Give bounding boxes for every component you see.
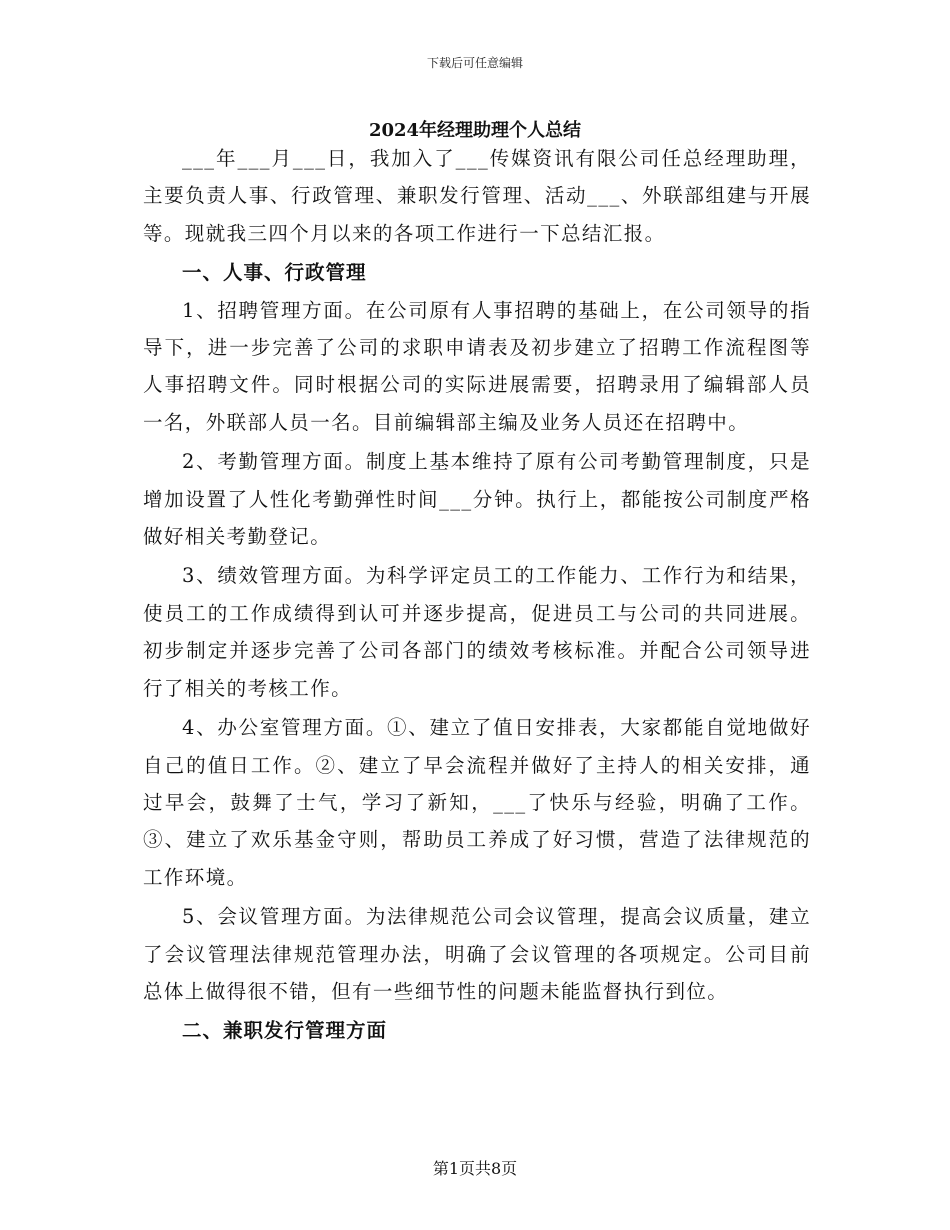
section-heading-hr-admin: 一、人事、行政管理: [182, 261, 367, 285]
document-body: [143, 140, 811, 1050]
page-header-note: 下载后可任意编辑: [426, 56, 523, 70]
paragraph-attendance: 2、考勤管理方面。制度上基本维持了原有公司考勤管理制度，只是增加设置了人性化考勤弹性时间___分钟。执行上，都能按公司制度严格做好相关考勤登记。: [143, 450, 811, 549]
page-footer: 第1页共8页: [432, 1159, 518, 1178]
document-title: 2024年经理助理个人总结: [368, 120, 582, 141]
paragraph-office: 4、办公室管理方面。①、建立了值日安排表，大家都能自觉地做好自己的值日工作。②、建立了早会流程并做好了主持人的相关安排，通过早会，鼓舞了士气，学习了新知，___了快乐与经验，明确了工作。③、建立了欢乐基金守则，帮助员工养成了好习惯，营造了法律规范的工作环境。: [143, 716, 811, 889]
intro-paragraph: ___年___月___日，我加入了___传媒资讯有限公司任总经理助理，主要负责人事、行政管理、兼职发行管理、活动___、外联部组建与开展等。现就我三四个月以来的各项工作进行一下总结汇报。: [143, 147, 811, 245]
paragraph-performance: 3、绩效管理方面。为科学评定员工的工作能力、工作行为和结果，使员工的工作成绩得到认可并逐步提高，促进员工与公司的共同进展。初步制定并逐步完善了公司各部门的绩效考核标准。并配合公司领导进行了相关的考核工作。: [143, 564, 811, 700]
paragraph-recruitment: 1、招聘管理方面。在公司原有人事招聘的基础上，在公司领导的指导下，进一步完善了公司的求职申请表及初步建立了招聘工作流程图等人事招聘文件。同时根据公司的实际进展需要，招聘录用了编辑部人员一名，外联部人员一名。目前编辑部主编及业务人员还在招聘中。: [143, 298, 811, 434]
section-heading-distribution: 二、兼职发行管理方面: [182, 1019, 388, 1043]
paragraph-meetings: 5、会议管理方面。为法律规范公司会议管理，提高会议质量，建立了会议管理法律规范管理办法，明确了会议管理的各项规定。公司目前总体上做得很不错，但有一些细节性的问题未能监督执行到位。: [143, 905, 811, 1003]
